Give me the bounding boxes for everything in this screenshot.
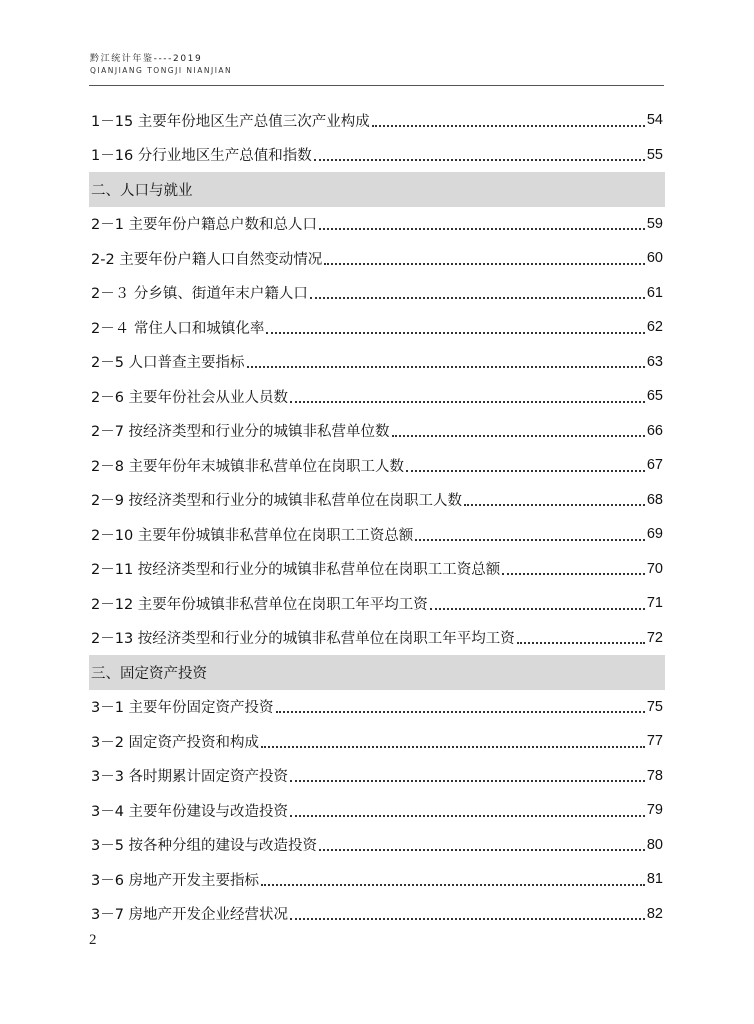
dot-leader — [464, 504, 645, 506]
toc-entry-page: 61 — [646, 284, 663, 301]
toc-entry-label: 2－13 按经济类型和行业分的城镇非私营单位在岗职工年平均工资 — [91, 631, 515, 648]
toc-entry-label: 2－9 按经济类型和行业分的城镇非私营单位在岗职工人数 — [91, 493, 463, 510]
toc-entry-label: 3－4 主要年份建设与改造投资 — [91, 803, 289, 820]
toc-entry[interactable] — [89, 310, 665, 345]
toc-entry-page: 70 — [646, 560, 663, 577]
toc-entry-label: 1－15 主要年份地区生产总值三次产业构成 — [91, 113, 370, 130]
toc-entry-label: 2－5 人口普查主要指标 — [91, 355, 245, 372]
toc-entry-label: 3－3 各时期累计固定资产投资 — [91, 769, 289, 786]
toc-entry[interactable] — [89, 276, 665, 311]
header-divider — [89, 85, 664, 86]
dot-leader — [324, 263, 645, 265]
toc-entry-label: 2－1 主要年份户籍总户数和总人口 — [91, 217, 318, 234]
toc-entry-label: 1－16 分行业地区生产总值和指数 — [91, 148, 312, 165]
toc-entry[interactable] — [89, 862, 665, 897]
toc-entry[interactable] — [89, 828, 665, 863]
toc-entry[interactable] — [89, 103, 665, 138]
dot-leader — [290, 815, 645, 817]
dot-leader — [290, 401, 645, 403]
dot-leader — [415, 539, 645, 541]
toc-section-heading — [89, 655, 665, 690]
dot-leader — [261, 884, 645, 886]
toc-entry-page: 75 — [646, 698, 663, 715]
dot-leader — [261, 746, 645, 748]
toc-entry[interactable] — [89, 724, 665, 759]
dot-leader — [372, 125, 645, 127]
toc-entry[interactable] — [89, 621, 665, 656]
dot-leader — [502, 573, 645, 575]
toc-entry-label: 2－8 主要年份年末城镇非私营单位在岗职工人数 — [91, 458, 405, 475]
table-of-contents — [89, 103, 665, 931]
dot-leader — [406, 470, 645, 472]
toc-entry-label: 3－6 房地产开发主要指标 — [91, 872, 260, 889]
toc-entry-page: 82 — [646, 905, 663, 922]
dot-leader — [276, 711, 645, 713]
toc-entry-page: 63 — [646, 353, 663, 370]
header-title: 黔江统计年鉴----2019 — [90, 54, 203, 64]
dot-leader — [247, 366, 645, 368]
toc-entry[interactable] — [89, 793, 665, 828]
toc-entry-page: 54 — [646, 112, 663, 129]
toc-entry-label: 2－４ 常住人口和城镇化率 — [91, 320, 265, 337]
toc-entry-label: 2－10 主要年份城镇非私营单位在岗职工工资总额 — [91, 527, 414, 544]
toc-entry[interactable] — [89, 483, 665, 518]
toc-entry-page: 66 — [646, 422, 663, 439]
dot-leader — [290, 918, 645, 920]
toc-entry-page: 55 — [646, 146, 663, 163]
toc-section-heading — [89, 172, 665, 207]
dot-leader — [266, 332, 645, 334]
toc-entry[interactable] — [89, 517, 665, 552]
toc-entry-label: 2－7 按经济类型和行业分的城镇非私营单位数 — [91, 424, 390, 441]
toc-entry[interactable] — [89, 414, 665, 449]
toc-entry[interactable] — [89, 897, 665, 932]
header-subtitle: QIANJIANG TONGJI NIANJIAN — [90, 66, 233, 75]
toc-entry[interactable] — [89, 759, 665, 794]
toc-entry-page: 77 — [646, 733, 663, 750]
toc-entry-page: 68 — [646, 491, 663, 508]
toc-entry-label: 2－6 主要年份社会从业人员数 — [91, 389, 289, 406]
toc-entry-page: 81 — [646, 871, 663, 888]
toc-entry-page: 59 — [646, 215, 663, 232]
toc-entry-page: 72 — [646, 629, 663, 646]
toc-entry[interactable] — [89, 345, 665, 380]
toc-entry-label: 2－12 主要年份城镇非私营单位在岗职工年平均工资 — [91, 596, 428, 613]
toc-entry-label: 3－2 固定资产投资和构成 — [91, 734, 260, 751]
dot-leader — [517, 642, 645, 644]
toc-entry[interactable] — [89, 241, 665, 276]
toc-entry[interactable] — [89, 448, 665, 483]
toc-entry-page: 60 — [646, 250, 663, 267]
toc-entry[interactable] — [89, 138, 665, 173]
toc-entry[interactable] — [89, 207, 665, 242]
toc-entry-page: 78 — [646, 767, 663, 784]
dot-leader — [392, 435, 645, 437]
dot-leader — [319, 228, 645, 230]
toc-entry-page: 67 — [646, 457, 663, 474]
toc-entry-label: 2-2 主要年份户籍人口自然变动情况 — [91, 251, 323, 268]
running-header — [90, 53, 232, 77]
toc-entry-page: 65 — [646, 388, 663, 405]
dot-leader — [310, 297, 645, 299]
dot-leader — [290, 780, 645, 782]
toc-entry-label: 3－7 房地产开发企业经营状况 — [91, 907, 289, 924]
toc-section-label: 二、人口与就业 — [91, 182, 193, 199]
toc-entry-label: 2－11 按经济类型和行业分的城镇非私营单位在岗职工工资总额 — [91, 562, 501, 579]
toc-entry-page: 80 — [646, 836, 663, 853]
toc-entry[interactable] — [89, 690, 665, 725]
toc-entry[interactable] — [89, 379, 665, 414]
toc-entry-page: 79 — [646, 802, 663, 819]
toc-entry-page: 62 — [646, 319, 663, 336]
toc-entry[interactable] — [89, 552, 665, 587]
page-number: 2 — [89, 932, 97, 948]
toc-section-label: 三、固定资产投资 — [91, 665, 207, 682]
dot-leader — [430, 608, 645, 610]
toc-entry-page: 69 — [646, 526, 663, 543]
toc-entry[interactable] — [89, 586, 665, 621]
dot-leader — [314, 159, 645, 161]
toc-entry-label: 2－３ 分乡镇、街道年末户籍人口 — [91, 286, 308, 303]
dot-leader — [319, 849, 645, 851]
toc-entry-label: 3－1 主要年份固定资产投资 — [91, 700, 274, 717]
toc-entry-label: 3－5 按各种分组的建设与改造投资 — [91, 838, 318, 855]
toc-entry-page: 71 — [646, 595, 663, 612]
